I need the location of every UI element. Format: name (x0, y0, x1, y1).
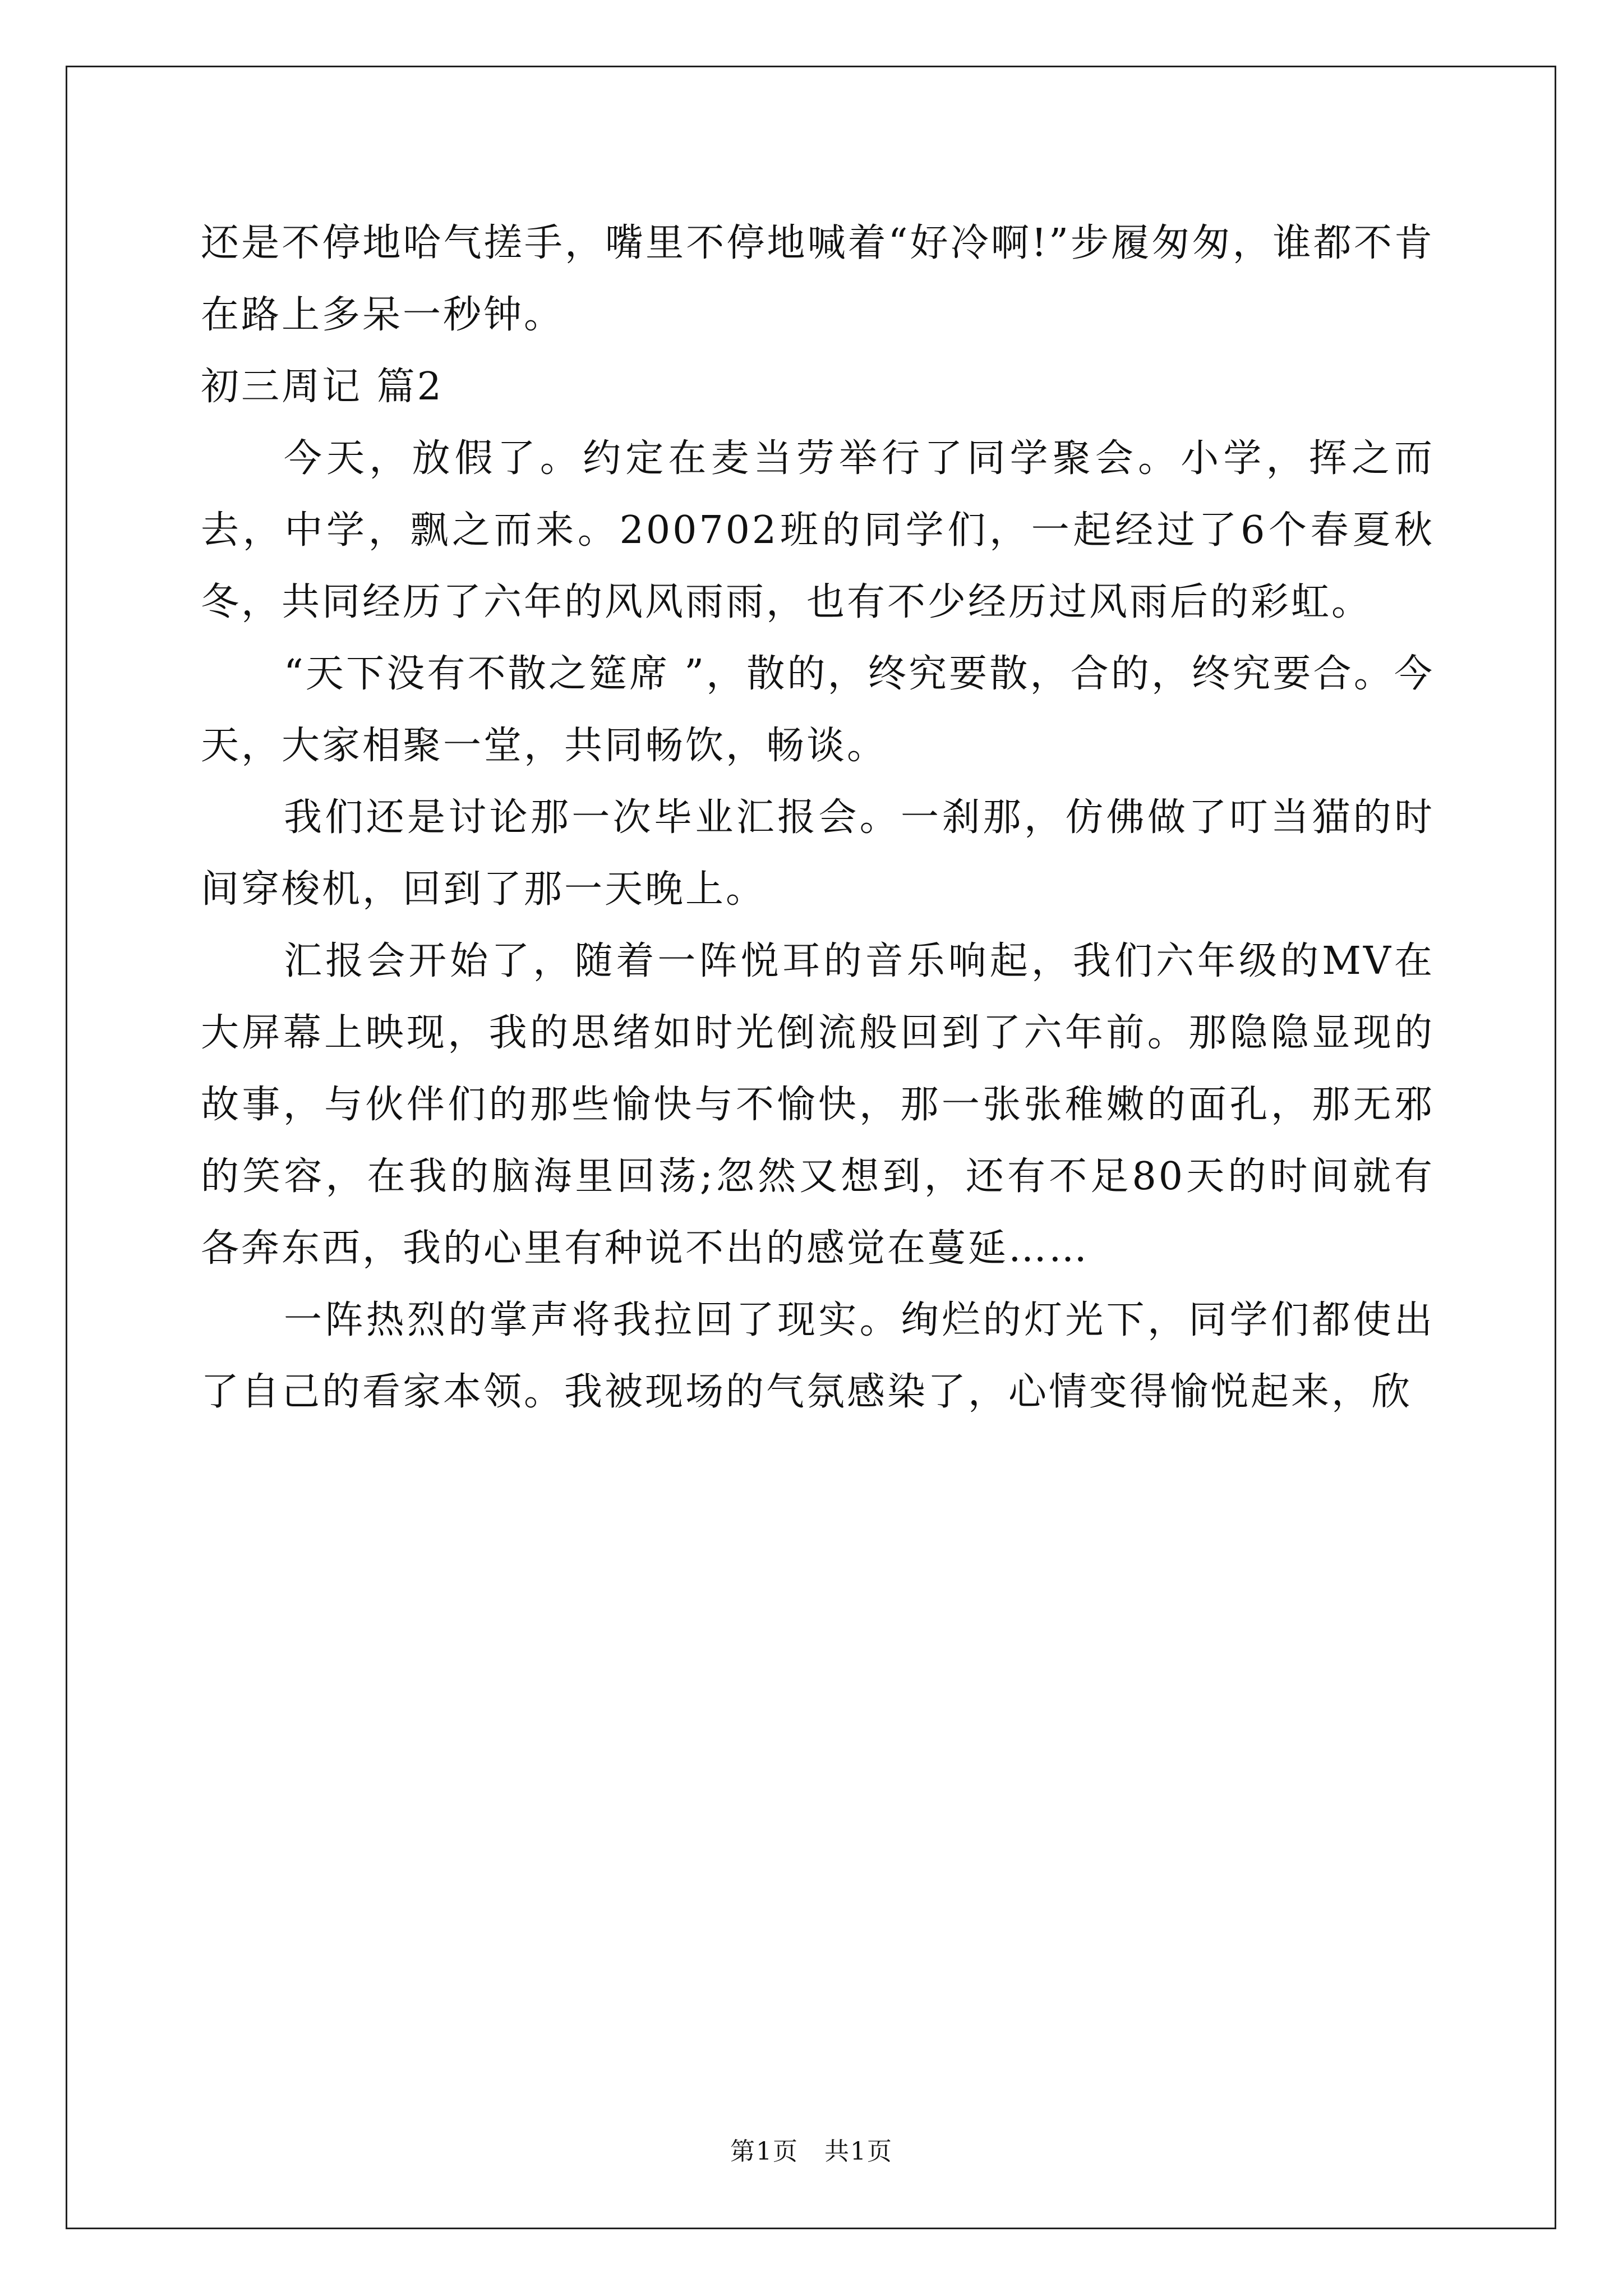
page-number-footer: 第1页 共1页 (730, 2137, 893, 2166)
paragraph: 一阵热烈的掌声将我拉回了现实。绚烂的灯光下，同学们都使出了自己的看家本领。我被现场的气氛感染了，心情变得愉悦起来，欣 (201, 1298, 1435, 1414)
paragraph: “天下没有不散之筵席 ”，散的，终究要散，合的，终究要合。今天，大家相聚一堂，共同畅饮，畅谈。 (201, 652, 1435, 768)
paragraph: 我们还是讨论那一次毕业汇报会。一刹那，仿佛做了叮当猫的时间穿梭机，回到了那一天晚上。 (201, 795, 1435, 912)
paragraph: 汇报会开始了，随着一阵悦耳的音乐响起，我们六年级的MV在大屏幕上映现，我的思绪如时光倒流般回到了六年前。那隐隐显现的故事，与伙伴们的那些愉快与不愉快，那一张张稚嫩的面孔，那无邪的笑容，在我的脑海里回荡;忽然又想到，还有不足80天的时间就有各奔东西，我的心里有种说不出的感觉在蔓延…… (201, 939, 1435, 1271)
paragraph: 今天，放假了。约定在麦当劳举行了同学聚会。小学，挥之而去，中学，飘之而来。200702班的同学们，一起经过了6个春夏秋冬，共同经历了六年的风风雨雨，也有不少经历过风雨后的彩虹。 (201, 436, 1435, 624)
document-body (201, 208, 1435, 1428)
section-heading: 初三周记 篇2 (201, 365, 444, 409)
paragraph-continuation: 还是不停地哈气搓手，嘴里不停地喊着“好冷啊!”步履匆匆，谁都不肯在路上多呆一秒钟。 (201, 221, 1435, 337)
